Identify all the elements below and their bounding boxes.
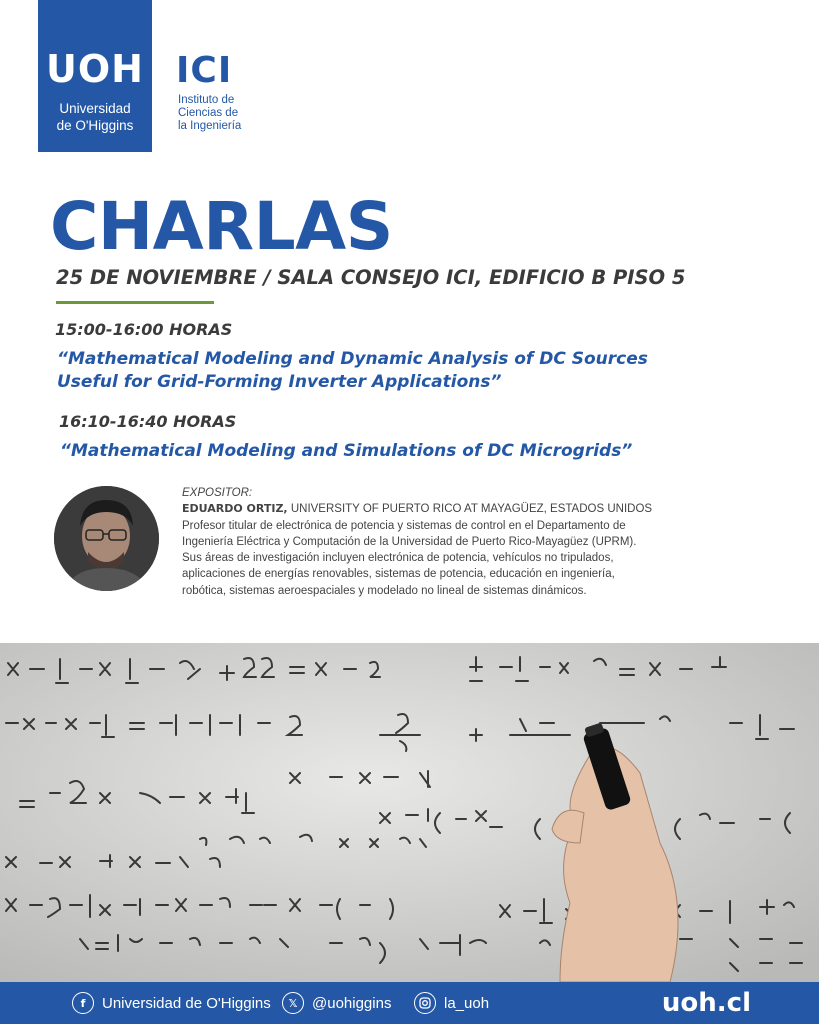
- talk-2-time: 16:10-16:40 HORAS: [59, 412, 237, 431]
- ici-name-line1: Instituto de: [178, 94, 235, 106]
- event-date-location: 25 DE NOVIEMBRE / SALA CONSEJO ICI, EDIFICIO B PISO 5: [56, 266, 686, 289]
- x-icon: 𝕏: [282, 992, 304, 1014]
- ici-name-line2: Ciencias de: [178, 107, 239, 119]
- uoh-logo-name: [38, 100, 152, 134]
- website-link[interactable]: uoh.cl: [661, 988, 751, 1018]
- instagram-icon: [414, 992, 436, 1014]
- speaker-bio-line: Sus áreas de investigación incluyen electrónica de potencia, vehículos no tripulados,: [182, 552, 614, 565]
- divider: [56, 301, 214, 304]
- talk-1-title-line1: “Mathematical Modeling and Dynamic Analysis of DC Sources: [57, 349, 648, 369]
- uoh-logo: [38, 0, 152, 152]
- talk-1-time: 15:00-16:00 HORAS: [55, 320, 233, 339]
- talk-1-title-line2: Useful for Grid-Forming Inverter Applications”: [57, 372, 502, 392]
- uoh-logo-mark: UOH: [46, 47, 144, 91]
- ici-name-line3: la Ingeniería: [178, 120, 242, 132]
- instagram-link[interactable]: [414, 990, 489, 1016]
- ici-logo: ICI: [176, 50, 233, 91]
- x-link[interactable]: [282, 990, 391, 1016]
- facebook-link[interactable]: [72, 990, 271, 1016]
- ici-logo-name: [178, 94, 241, 133]
- speaker-affiliation: UNIVERSITY OF PUERTO RICO AT MAYAGÜEZ, ESTADOS UNIDOS: [290, 503, 653, 516]
- speaker-heading: [182, 501, 782, 517]
- talk-1-title: [57, 348, 648, 394]
- math-board-image: [0, 643, 819, 982]
- speaker-name: EDUARDO ORTIZ,: [182, 502, 288, 516]
- footer-bar: [0, 982, 819, 1024]
- x-handle: @uohiggins: [312, 994, 392, 1012]
- speaker-bio-line: Ingeniería Eléctrica y Computación de la Universidad de Puerto Rico-Mayagüez (UPRM).: [182, 535, 637, 548]
- facebook-icon: f: [72, 992, 94, 1014]
- speaker-block: [182, 485, 782, 599]
- instagram-handle: la_uoh: [444, 994, 490, 1012]
- speaker-bio-line: Profesor titular de electrónica de potencia y sistemas de control en el Departamento de: [182, 519, 626, 532]
- speaker-photo: [54, 486, 159, 591]
- event-title: CHARLAS: [50, 188, 393, 265]
- facebook-handle: Universidad de O'Higgins: [102, 994, 271, 1012]
- uoh-name-line2: de O'Higgins: [56, 118, 134, 133]
- speaker-label: EXPOSITOR:: [182, 487, 253, 499]
- speaker-bio-line: robótica, sistemas aeroespaciales y modelado no lineal de sistemas dinámicos.: [182, 584, 587, 597]
- speaker-bio-line: aplicaciones de energías renovables, sistemas de potencia, educación en ingeniería,: [182, 568, 615, 581]
- uoh-name-line1: Universidad: [59, 101, 131, 116]
- talk-2-title: “Mathematical Modeling and Simulations of DC Microgrids”: [60, 441, 633, 461]
